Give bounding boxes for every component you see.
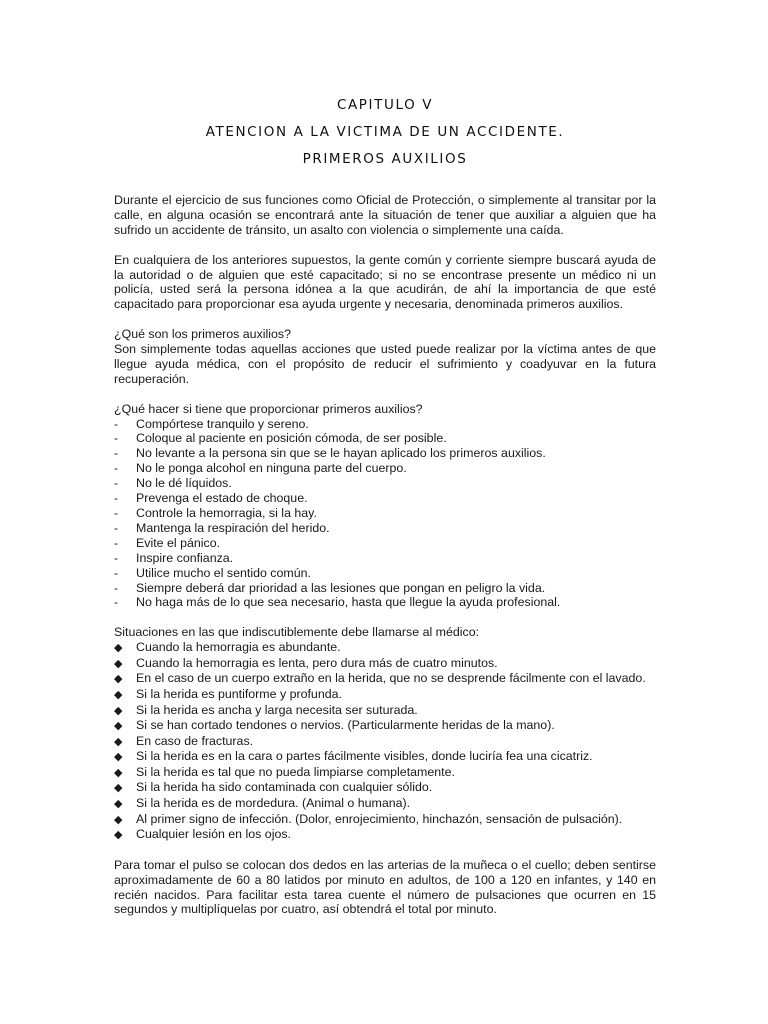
list-item-text: No levante a la persona sin que se le hayan aplicado los primeros auxilios. xyxy=(136,446,546,461)
diamond-bullet-icon: ◆ xyxy=(114,765,123,779)
pulse-paragraph: Para tomar el pulso se colocan dos dedos en las arterias de la muñeca o el cuello; deben sentirse aproximadamente de 60 a 80 latidos por minuto en adultos, de 100 a 120 en infantes, y 140 en recién nacidos. Para facilitar esta tarea cuente el número de pulsaciones que ocurren en 15 segundos y multiplíquelas por cuatro, así obtendrá el total por minuto. xyxy=(114,857,656,917)
what-to-do-item xyxy=(114,581,656,596)
call-doctor-item xyxy=(114,703,656,719)
dash-bullet: - xyxy=(114,476,119,491)
dash-bullet: - xyxy=(114,520,119,535)
list-item-text: No le ponga alcohol en ninguna parte del cuerpo. xyxy=(136,461,407,476)
dash-bullet: - xyxy=(114,461,119,476)
list-item-text: Siempre deberá dar prioridad a las lesiones que pongan en peligro la vida. xyxy=(136,580,546,595)
chapter-heading xyxy=(114,92,656,173)
what-to-do-item xyxy=(114,476,656,491)
list-item-text: Si la herida es puntiforme y profunda. xyxy=(136,686,342,701)
what-to-do-item xyxy=(114,461,656,476)
call-doctor-item xyxy=(114,780,656,796)
question-what-is-first-aid: ¿Qué son los primeros auxilios? xyxy=(114,327,291,342)
what-to-do-item xyxy=(114,506,656,521)
dash-bullet: - xyxy=(114,580,119,595)
list-item-text: Cualquier lesión en los ojos. xyxy=(136,827,291,842)
list-item-text: Cuando la hemorragia es abundante. xyxy=(136,640,341,655)
document-page xyxy=(114,92,656,932)
list-item-text: En el caso de un cuerpo extraño en la herida, que no se desprende fácilmente con el lavado. xyxy=(136,671,646,686)
list-item-text: Utilice mucho el sentido común. xyxy=(136,565,311,580)
list-item-text: No le dé líquidos. xyxy=(136,476,232,491)
diamond-bullet-icon: ◆ xyxy=(114,734,123,748)
call-doctor-item xyxy=(114,749,656,765)
list-item-text: Si la herida es en la cara o partes fácilmente visibles, donde luciría fea una cicatriz. xyxy=(136,749,593,764)
list-item-text: Si se han cortado tendones o nervios. (Particularmente heridas de la mano). xyxy=(136,718,555,733)
list-item-text: Inspire confianza. xyxy=(136,550,234,565)
list-item-text: Evite el pánico. xyxy=(136,535,221,550)
what-to-do-item xyxy=(114,417,656,432)
dash-bullet: - xyxy=(114,416,119,431)
second-paragraph: En cualquiera de los anteriores supuestos, la gente común y corriente siempre buscará ayuda de la autoridad o de alguien que esté capacitado; si no se encontrase presente un médico ni un policía, usted será la persona idónea a la que acudirán, de ahí la importancia de que esté capacitado para proporcionar esa ayuda urgente y necesaria, denominada primeros auxilios. xyxy=(114,252,656,312)
diamond-bullet-icon: ◆ xyxy=(114,687,123,701)
diamond-bullet-icon: ◆ xyxy=(114,672,123,686)
list-item-text: No haga más de lo que sea necesario, hasta que llegue la ayuda profesional. xyxy=(136,595,561,610)
what-to-do-list xyxy=(114,417,656,611)
call-doctor-item xyxy=(114,734,656,750)
chapter-subtitle: PRIMEROS AUXILIOS xyxy=(302,151,468,167)
dash-bullet: - xyxy=(114,595,119,610)
list-item-text: Si la herida es ancha y larga necesita ser suturada. xyxy=(136,702,418,717)
diamond-bullet-icon: ◆ xyxy=(114,797,123,811)
what-to-do-item xyxy=(114,431,656,446)
call-doctor-item xyxy=(114,812,656,828)
diamond-bullet-icon: ◆ xyxy=(114,828,123,842)
list-item-text: Coloque al paciente en posición cómoda, de ser posible. xyxy=(136,431,447,446)
list-item-text: Si la herida ha sido contaminada con cualquier sólido. xyxy=(136,780,433,795)
what-to-do-item xyxy=(114,521,656,536)
diamond-bullet-icon: ◆ xyxy=(114,719,123,733)
dash-bullet: - xyxy=(114,505,119,520)
list-item-text: Prevenga el estado de choque. xyxy=(136,491,308,506)
call-doctor-item xyxy=(114,671,656,687)
call-doctor-list xyxy=(114,640,656,843)
call-doctor-item xyxy=(114,765,656,781)
call-doctor-item xyxy=(114,640,656,656)
call-doctor-intro: Situaciones en las que indiscutiblemente debe llamarse al médico: xyxy=(114,625,480,640)
chapter-number: CAPITULO V xyxy=(336,97,434,113)
what-to-do-item xyxy=(114,446,656,461)
dash-bullet: - xyxy=(114,565,119,580)
dash-bullet: - xyxy=(114,535,119,550)
call-doctor-item xyxy=(114,796,656,812)
list-item-text: Controle la hemorragia, si la hay. xyxy=(136,505,317,520)
intro-paragraph: Durante el ejercicio de sus funciones como Oficial de Protección, o simplemente al transitar por la calle, en alguna ocasión se encontrará ante la situación de tener que auxiliar a alguien que ha sufrido un accidente de tránsito, un asalto con violencia o simplemente una caída. xyxy=(114,193,656,237)
dash-bullet: - xyxy=(114,550,119,565)
what-to-do-item xyxy=(114,491,656,506)
chapter-title: ATENCION A LA VICTIMA DE UN ACCIDENTE. xyxy=(205,124,565,140)
what-to-do-item xyxy=(114,536,656,551)
document-body xyxy=(114,193,656,917)
diamond-bullet-icon: ◆ xyxy=(114,750,123,764)
call-doctor-item xyxy=(114,827,656,843)
diamond-bullet-icon: ◆ xyxy=(114,703,123,717)
what-to-do-item xyxy=(114,595,656,610)
dash-bullet: - xyxy=(114,431,119,446)
list-item-text: Si la herida es de mordedura. (Animal o humana). xyxy=(136,796,411,811)
what-to-do-item xyxy=(114,566,656,581)
list-item-text: Mantenga la respiración del herido. xyxy=(136,520,330,535)
call-doctor-item xyxy=(114,718,656,734)
diamond-bullet-icon: ◆ xyxy=(114,781,123,795)
diamond-bullet-icon: ◆ xyxy=(114,641,123,655)
question-what-to-do: ¿Qué hacer si tiene que proporcionar primeros auxilios? xyxy=(114,401,423,416)
list-item-text: En caso de fracturas. xyxy=(136,733,254,748)
diamond-bullet-icon: ◆ xyxy=(114,656,123,670)
call-doctor-item xyxy=(114,687,656,703)
list-item-text: Cuando la hemorragia es lenta, pero dura más de cuatro minutos. xyxy=(136,655,498,670)
dash-bullet: - xyxy=(114,446,119,461)
call-doctor-item xyxy=(114,656,656,672)
list-item-text: Si la herida es tal que no pueda limpiarse completamente. xyxy=(136,764,455,779)
dash-bullet: - xyxy=(114,491,119,506)
list-item-text: Al primer signo de infección. (Dolor, enrojecimiento, hinchazón, sensación de pulsación). xyxy=(136,811,623,826)
list-item-text: Compórtese tranquilo y sereno. xyxy=(136,416,309,431)
answer-what-is-first-aid: Son simplemente todas aquellas acciones que usted puede realizar por la víctima antes de que llegue ayuda médica, con el propósito de reducir el sufrimiento y coadyuvar en la futura recuperación. xyxy=(114,342,656,386)
what-to-do-item xyxy=(114,551,656,566)
diamond-bullet-icon: ◆ xyxy=(114,812,123,826)
